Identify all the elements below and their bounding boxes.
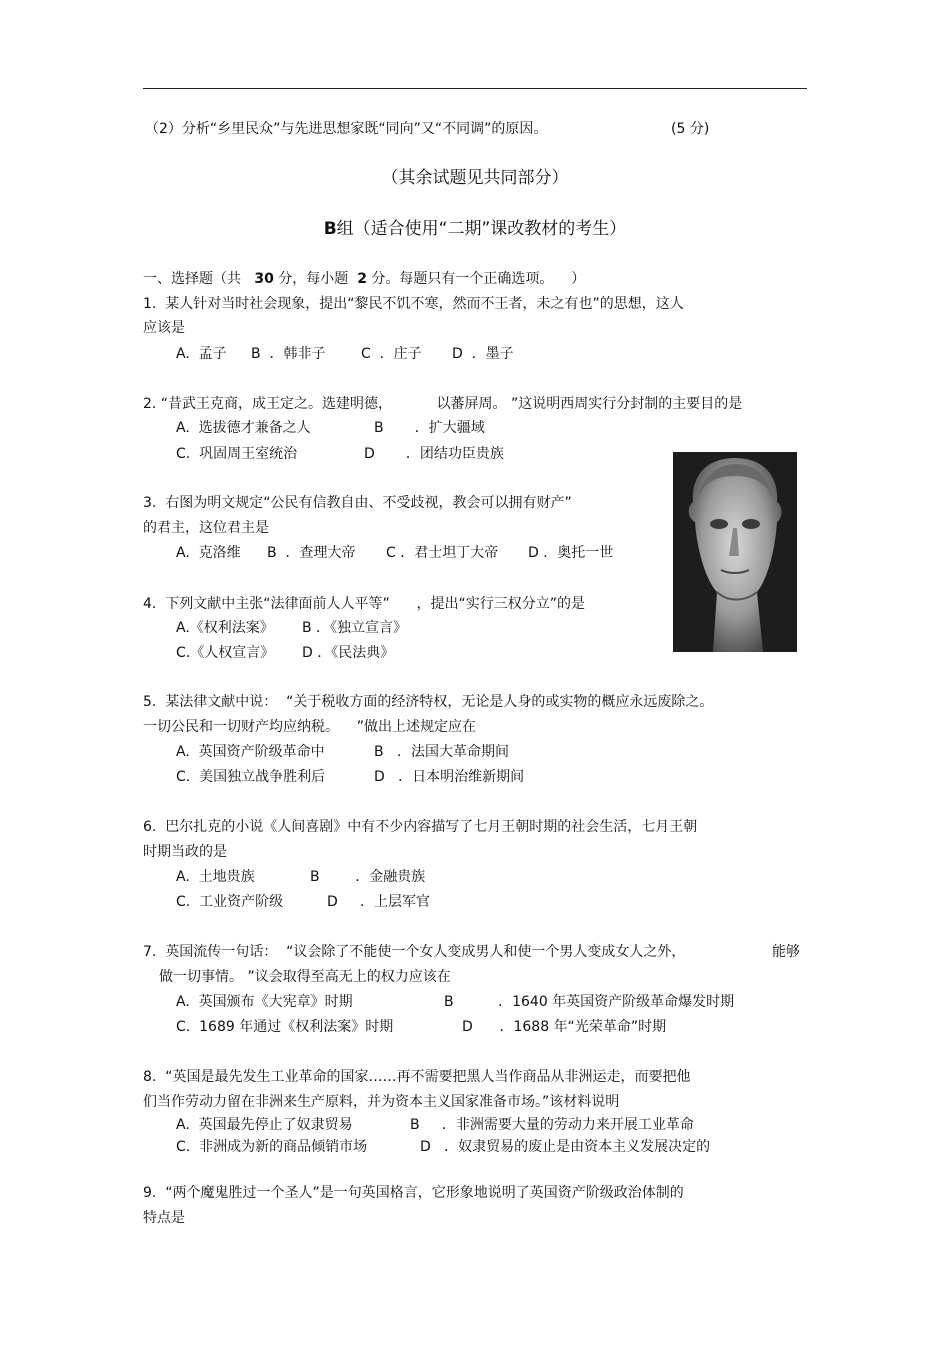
question-8-line-1: 8. “英国是最先发生工业革命的国家……再不需要把黑人当作商品从非洲运走，而要把他 [143,1069,691,1085]
q5-option-c: C. 美国独立战争胜利后 [176,769,326,785]
q7-option-d: D ．1688 年“光荣革命”时期 [462,1019,667,1035]
q7-option-c: C. 1689 年通过《权利法案》时期 [176,1019,394,1035]
question-5-line-1: 5. 某法律文献中说： “关于税收方面的经济特权，无论是人身的或实物的概应永远废除之。 [143,694,714,710]
question-7-line-2: 做一切事情。 ”议会取得至高无上的权力应该在 [159,969,451,985]
question-9-line-2: 特点是 [143,1210,185,1226]
q3-option-d: D ．奥托一世 [528,545,614,561]
q5-option-b: B ．法国大革命期间 [374,744,509,760]
q6-option-b: B ．金融贵族 [310,869,426,885]
q1-option-c: C ．庄子 [361,346,422,362]
q5-option-a: A. 英国资产阶级革命中 [176,744,325,760]
group-b-heading [0,220,950,238]
q8-option-a: A. 英国最先停止了奴隶贸易 [176,1117,353,1133]
q1-option-a: A. 孟子 [176,346,227,362]
question-7-line-1: 7. 英国流传一句话： “议会除了不能使一个女人变成男人和使一个男人变成女人之外， [143,944,686,960]
section-heading-b: 分，每小题 [278,271,349,287]
question-5-line-2: 一切公民和一切财产均应纳税。 ”做出上述规定应在 [143,719,477,735]
group-b-title: 组（适合使用“二期”课改教材的考生） [336,219,627,239]
q7-option-a: A. 英国颁布《大宪章》时期 [176,994,353,1010]
section-heading [143,270,585,288]
q4-option-a: A.《权利法案》 [176,620,274,636]
section-heading-c: 分。每题只有一个正确选项。 ） [371,271,586,287]
q3-option-b: B ．查理大帝 [267,545,356,561]
top-rule [143,88,807,89]
q2-option-b: B ．扩大疆域 [374,420,485,436]
q7-option-b: B ．1640 年英国资产阶级革命爆发时期 [444,994,735,1010]
q4-option-c: C.《人权宣言》 [176,645,275,661]
question-2-line-1: 2. “昔武王克商，成王定之。选建明德， 以蕃屏周。 ”这说明西周实行分封制的主要目的是 [143,396,743,412]
q4-option-b: B ．《独立宣言》 [302,620,408,636]
section-each-score: 2 [357,271,367,287]
q2-option-a: A. 选拔德才兼备之人 [176,420,311,436]
question-1-line-2: 应该是 [143,320,185,336]
prev-question-2-score: (5 分) [671,121,710,137]
q1-option-d: D ．墨子 [452,346,514,362]
q6-option-c: C. 工业资产阶级 [176,894,284,910]
question-7-line-1-end: 能够 [772,944,800,960]
question-6-line-2: 时期当政的是 [143,844,227,860]
section-total-score: 30 [254,271,274,287]
q3-option-a: A. 克洛维 [176,545,241,561]
question-6-line-1: 6. 巴尔扎克的小说《人间喜剧》中有不少内容描写了七月王朝时期的社会生活，七月王朝 [143,819,698,835]
question-1-line-1: 1. 某人针对当时社会现象，提出“黎民不饥不寒，然而不王者，未之有也”的思想，这人 [143,296,684,312]
q5-option-d: D ．日本明治维新期间 [374,769,525,785]
statue-photo [673,452,797,652]
question-3-line-2: 的君主，这位君主是 [143,520,269,536]
q4-option-d: D ．《民法典》 [302,645,395,661]
common-part-note: （其余试题见共同部分） [381,168,569,188]
q6-option-d: D ．上层军官 [327,894,431,910]
statue-image-icon [673,452,797,652]
q8-option-d: D ．奴隶贸易的废止是由资本主义发展决定的 [420,1139,711,1155]
q8-option-c: C. 非洲成为新的商品倾销市场 [176,1139,368,1155]
question-9-line-1: 9. “两个魔鬼胜过一个圣人”是一句英国格言，它形象地说明了英国资产阶级政治体制的 [143,1185,684,1201]
question-4-line-1: 4. 下列文献中主张“法律面前人人平等” ，提出“实行三权分立”的是 [143,596,585,612]
question-3-line-1: 3. 右图为明文规定“公民有信教自由、不受歧视，教会可以拥有财产” [143,495,572,511]
q1-option-b: B ．韩非子 [251,346,326,362]
q3-option-c: C ．君士坦丁大帝 [386,545,499,561]
prev-question-2: （2）分析“乡里民众”与先进思想家既“同向”又“不同调”的原因。 [145,121,548,137]
q2-option-d: D ．团结功臣贵族 [364,446,504,462]
group-b-label: B [323,219,337,239]
q6-option-a: A. 土地贵族 [176,869,255,885]
q2-option-c: C. 巩固周王室统治 [176,446,298,462]
q8-option-b: B ．非洲需要大量的劳动力来开展工业革命 [410,1117,694,1133]
question-8-line-2: 们当作劳动力留在非洲来生产原料，并为资本主义国家准备市场。”该材料说明 [143,1094,620,1110]
section-heading-a: 一、选择题（共 [143,271,241,287]
